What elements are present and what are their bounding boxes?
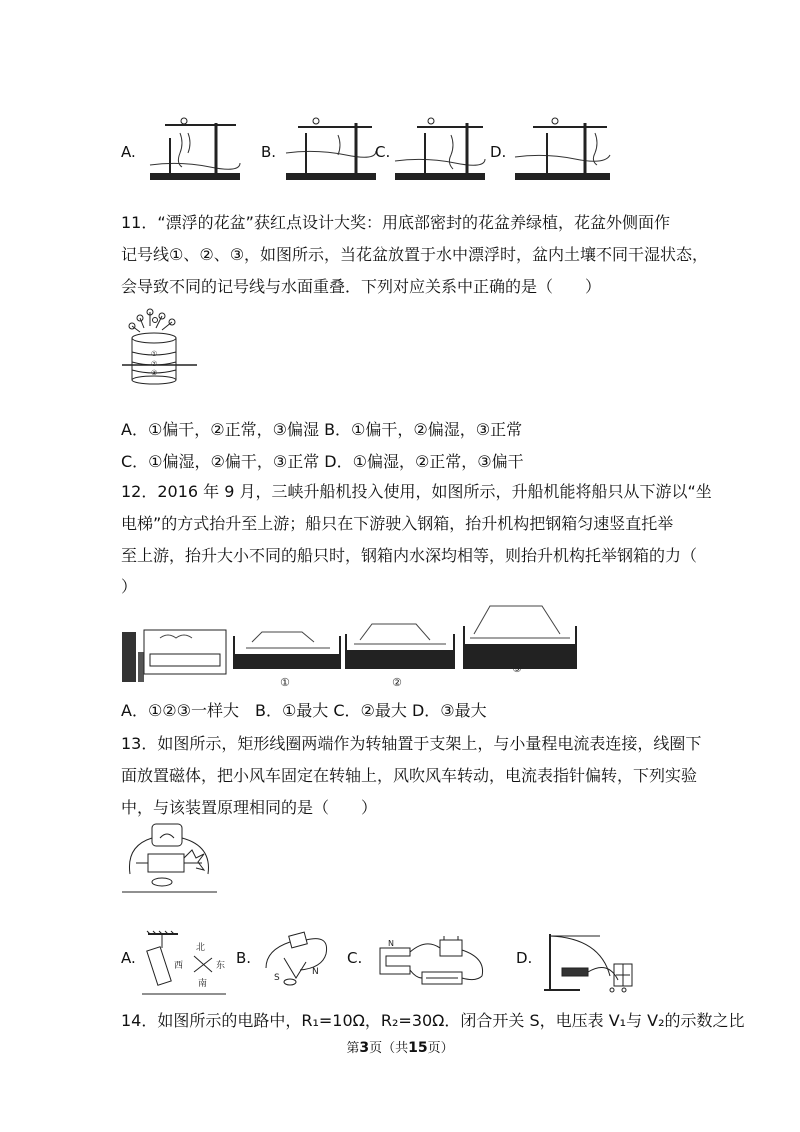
footer-mid: 页（共: [369, 1041, 409, 1056]
q12-label-2: ②: [392, 676, 402, 689]
q13-option-c-label: C.: [347, 949, 363, 967]
footer-suffix: 页）: [427, 1041, 454, 1056]
q11-stem-line-2: 记号线①、②、③，如图所示，当花盆放置于水中漂浮时，盆内土壤不同干湿状态，: [121, 245, 709, 264]
q10-figure-b: [286, 113, 376, 183]
footer-prefix: 第: [346, 1041, 360, 1056]
compass-south: 南: [198, 979, 208, 989]
q10-option-d-label: D.: [490, 143, 507, 161]
q10-figure-c: [395, 113, 485, 183]
q13-figure-c-motor: [374, 928, 489, 994]
q10-option-a-label: A.: [121, 143, 136, 161]
q12-label-1: ①: [280, 676, 290, 689]
q10-figure-a: [150, 113, 240, 183]
compass-west: 西: [174, 961, 184, 971]
footer-page-number: 3: [359, 1040, 370, 1056]
q12-stem-line-1: 12．2016 年 9 月，三峡升船机投入使用，如图所示，升船机能将船只从下游以“坐: [121, 482, 712, 501]
q10-figure-d: [515, 113, 610, 183]
q13-option-b-label: B.: [236, 949, 252, 967]
q10-option-b-label: B.: [261, 143, 277, 161]
q14-stem-line: 14．如图所示的电路中，R₁=10Ω，R₂=30Ω．闭合开关 S，电压表 V₁与 V₂的示数之比: [121, 1011, 745, 1030]
q13-figure-b-electromagnet: [260, 930, 335, 990]
q11-stem-line-3: 会导致不同的记号线与水面重叠．下列对应关系中正确的是（ ）: [121, 277, 602, 296]
q13-option-a-label: A.: [121, 949, 136, 967]
q11-stem-line-1: 11．“漂浮的花盆”获红点设计大奖：用底部密封的花盆养绿植，花盆外侧面作: [121, 213, 670, 232]
q13-stem-line-1: 13．如图所示，矩形线圈两端作为转轴置于支架上，与小量程电流表连接，线圈下: [121, 734, 702, 753]
q13-stem-line-2: 面放置磁体，把小风车固定在转轴上，风吹风车转动，电流表指针偏转，下列实验: [121, 766, 698, 785]
svg-text:S: S: [274, 973, 280, 983]
q12-ship-lift-figure: [120, 602, 580, 692]
svg-text:N: N: [388, 939, 394, 948]
q11-flowerpot-figure: [122, 306, 197, 386]
page-footer: [0, 1037, 800, 1056]
svg-text:N: N: [312, 967, 319, 977]
q13-figure-a-compass: [138, 930, 230, 998]
q12-options: A．①②③一样大 B．①最大 C．②最大 D．③最大: [121, 701, 487, 720]
q12-stem-line-3: 至上游，抬升大小不同的船只时，钢箱内水深均相等，则抬升机构托举钢箱的力（: [121, 546, 698, 565]
q13-generator-figure: [122, 822, 217, 897]
compass-east: 东: [216, 961, 226, 971]
q10-option-c-label: C.: [375, 143, 391, 161]
q12-label-3: ③: [512, 662, 522, 675]
svg-text:③: ③: [151, 369, 158, 377]
q11-options-line-2: C．①偏湿，②偏干，③正常 D．①偏湿，②正常，③偏干: [121, 452, 524, 471]
footer-total-pages: 15: [408, 1040, 428, 1056]
q11-options-line-1: A．①偏干，②正常，③偏湿 B．①偏干，②偏湿，③正常: [121, 420, 523, 439]
q13-figure-d-induction: [540, 928, 640, 998]
svg-text:②: ②: [151, 360, 158, 368]
q12-stem-line-2: 电梯”的方式抬升至上游；船只在下游驶入钢箱，抬升机构把钢箱匀速竖直托举: [121, 514, 674, 533]
q13-stem-line-3: 中，与该装置原理相同的是（ ）: [121, 798, 378, 817]
svg-text:①: ①: [151, 350, 158, 358]
compass-north: 北: [196, 943, 206, 953]
q12-stem-line-4: ）: [121, 577, 138, 596]
q13-option-d-label: D.: [516, 949, 533, 967]
